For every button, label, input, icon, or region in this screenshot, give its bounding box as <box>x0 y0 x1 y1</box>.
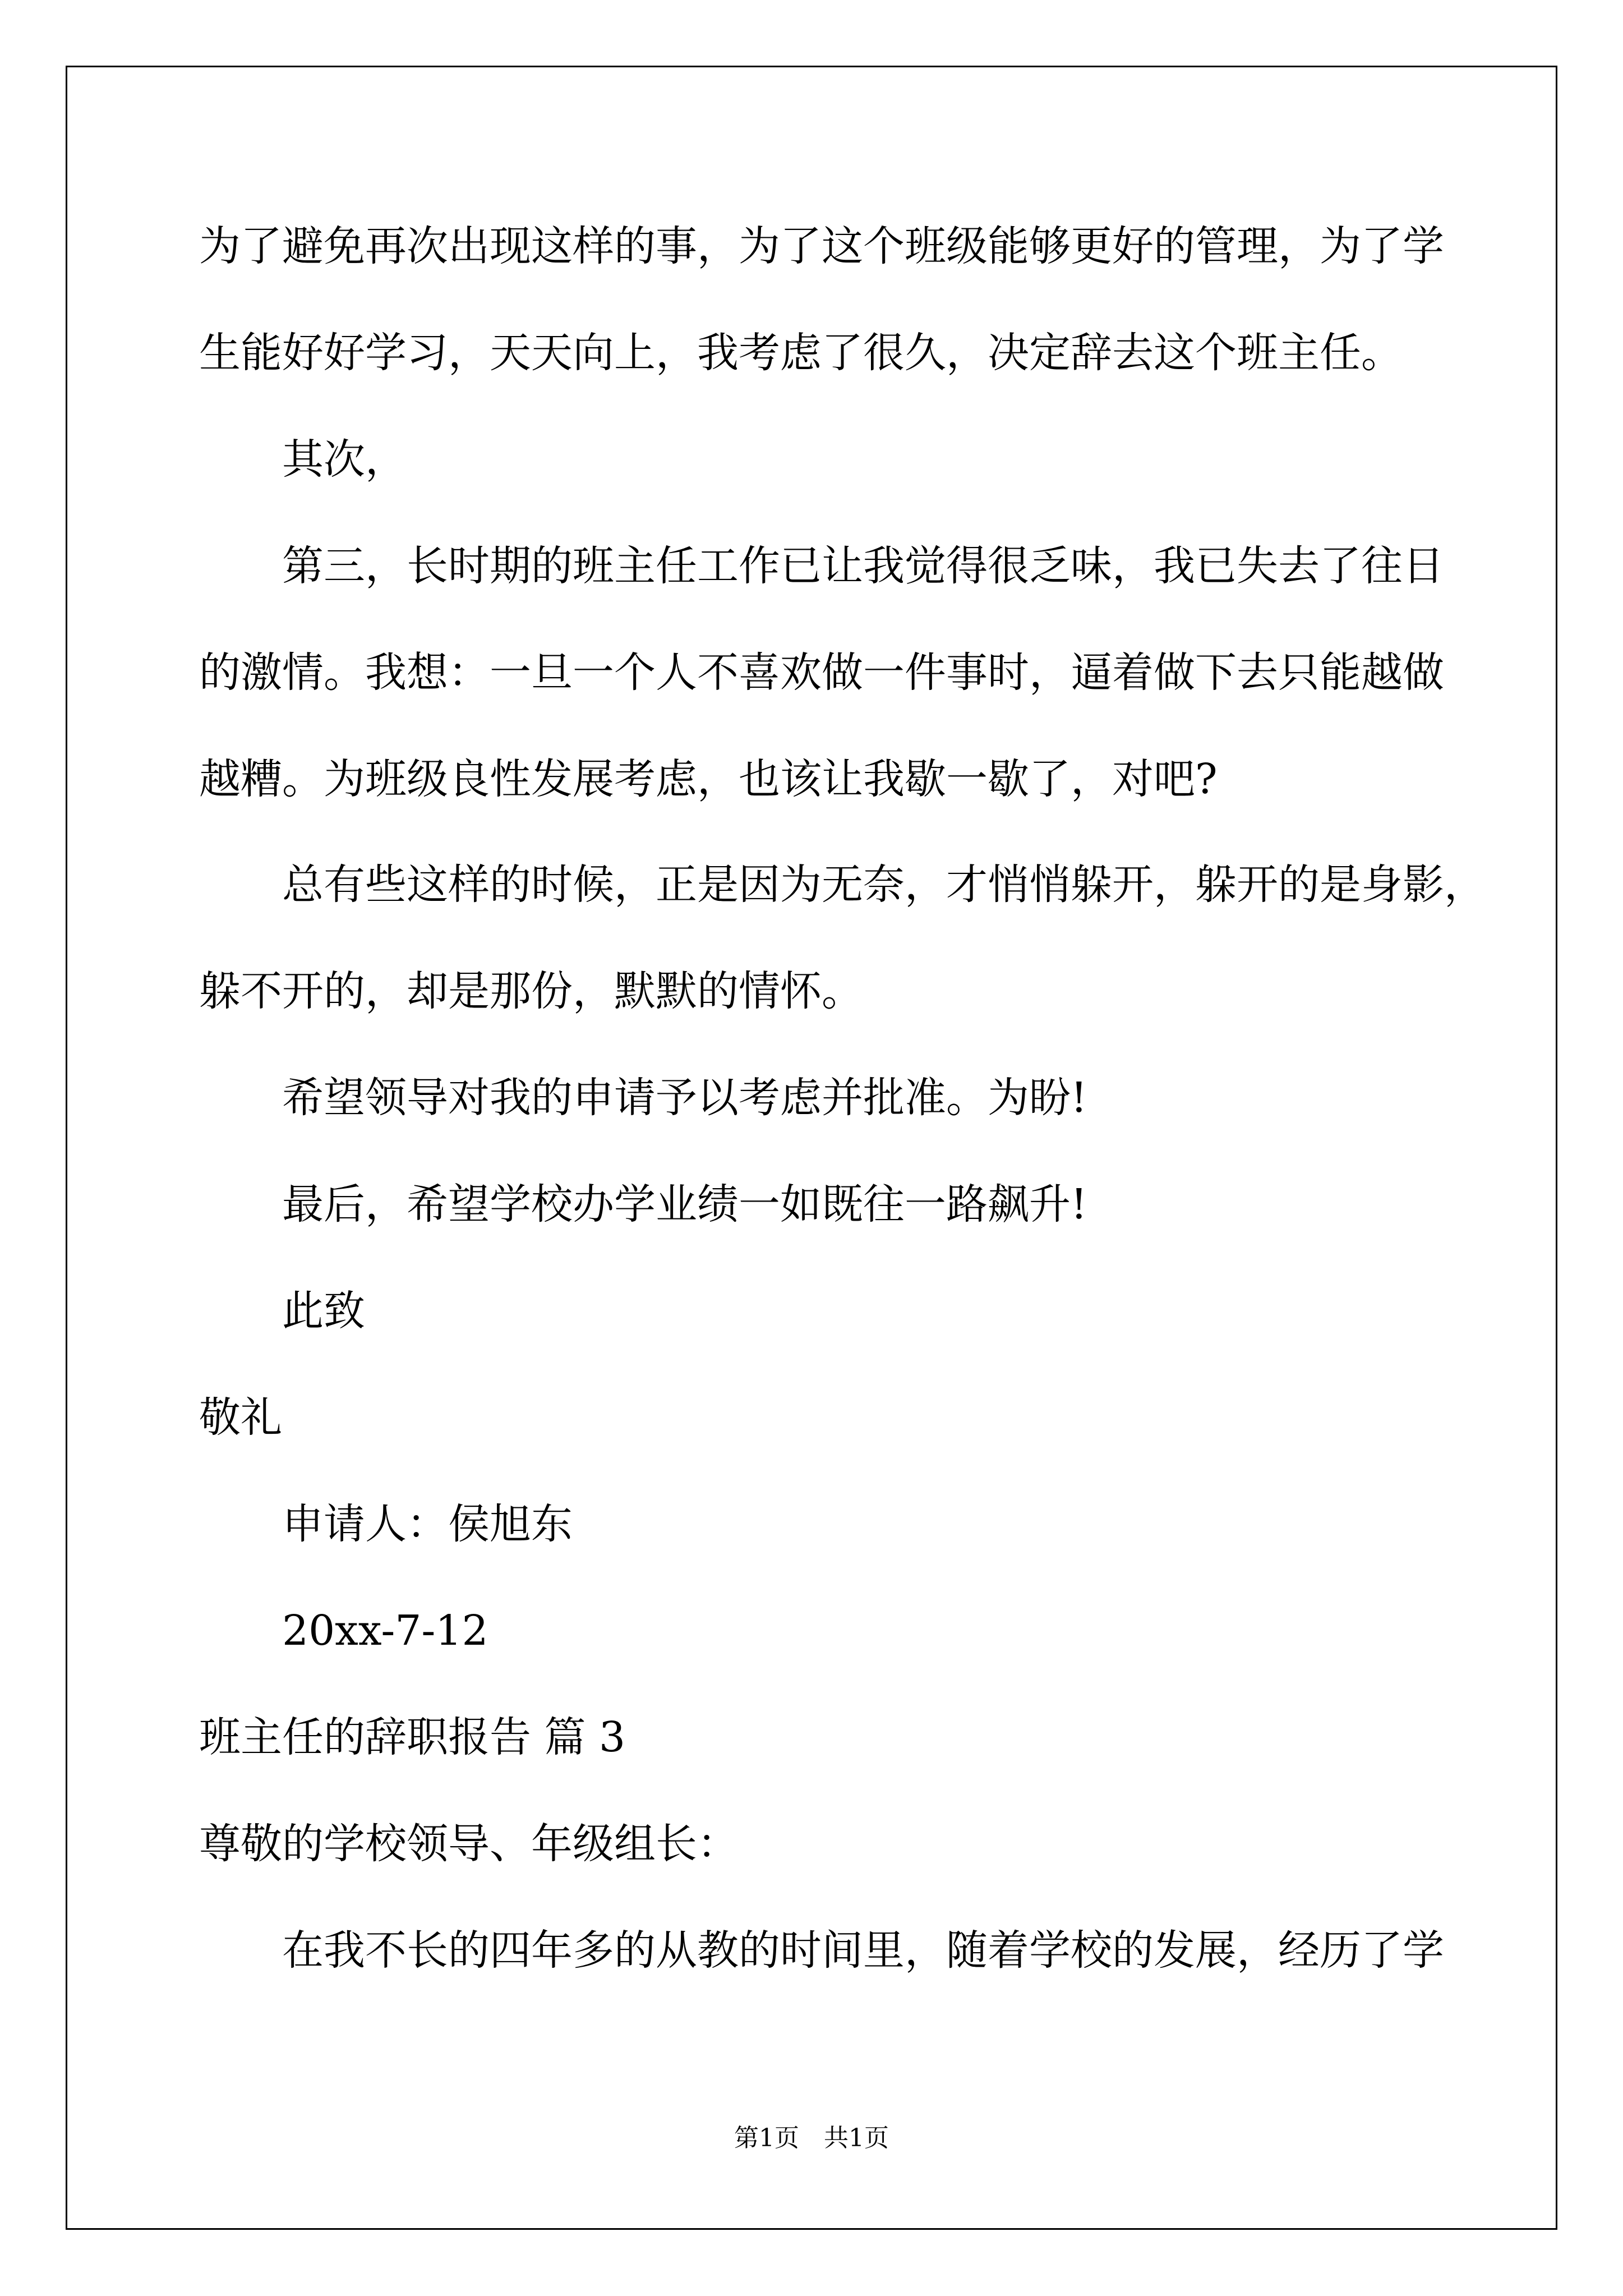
section-heading: 班主任的辞职报告 篇 3 <box>199 1713 626 1761</box>
page-footer: 第1页 共1页 <box>734 2124 889 2152</box>
text-line: 最后，希望学校办学业绩一如既往一路飙升! <box>282 1180 1087 1228</box>
text-line: 希望领导对我的申请予以考虑并批准。为盼! <box>282 1074 1087 1122</box>
text-line: 敬礼 <box>199 1393 282 1442</box>
text-line: 其次， <box>282 435 407 484</box>
text-line: 躲不开的，却是那份，默默的情怀。 <box>199 967 863 1015</box>
page-border <box>66 66 1557 2230</box>
text-line: 越糟。为班级良性发展考虑，也该让我歇一歇了，对吧? <box>199 755 1218 803</box>
text-line: 此致 <box>282 1287 365 1335</box>
text-line: 生能好好学习，天天向上，我考虑了很久，决定辞去这个班主任。 <box>199 329 1403 377</box>
text-line: 20xx-7-12 <box>282 1607 488 1655</box>
text-line: 申请人：侯旭东 <box>282 1500 573 1548</box>
text-line: 第三，长时期的班主任工作已让我觉得很乏味，我已失去了往日 <box>282 542 1444 590</box>
text-line: 的激情。我想：一旦一个人不喜欢做一件事时，逼着做下去只能越做 <box>199 648 1444 697</box>
salutation: 尊敬的学校领导、年级组长： <box>199 1820 739 1868</box>
text-line: 总有些这样的时候，正是因为无奈，才悄悄躲开，躲开的是身影， <box>282 861 1486 909</box>
text-line: 为了避免再次出现这样的事，为了这个班级能够更好的管理，为了学 <box>199 222 1444 270</box>
text-line: 在我不长的四年多的从教的时间里，随着学校的发展，经历了学 <box>282 1926 1444 1975</box>
